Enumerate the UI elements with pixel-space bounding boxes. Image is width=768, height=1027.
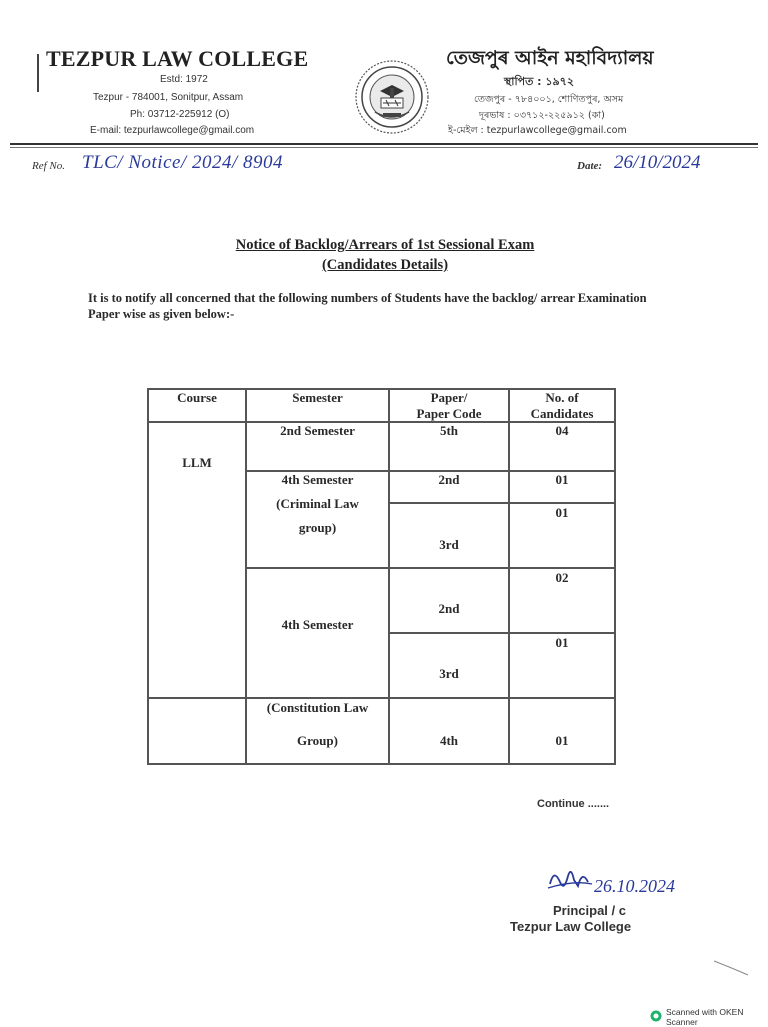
header-course: Course [177, 390, 217, 405]
row1-semester: 2nd Semester [280, 423, 355, 438]
principal-signature [544, 862, 684, 902]
notice-subtitle: (Candidates Details) [321, 257, 449, 273]
signatory-org: Tezpur Law College [510, 919, 632, 934]
row6-paper: 4th [439, 733, 459, 748]
row6-candidates: 01 [555, 733, 569, 748]
table-border-left [147, 388, 149, 765]
scanner-text: Scanned with OKEN Scanner [666, 1007, 744, 1027]
oken-scanner-icon [650, 1010, 662, 1024]
row6-semester-line2: Group) [297, 733, 338, 748]
signature-date: 26.10.2024 [594, 876, 675, 896]
college-email-english: E-mail: tezpurlawcollege@gmail.com [90, 125, 255, 136]
header-paper-line1: Paper/ [430, 390, 468, 405]
ref-number: TLC/ Notice/ 2024/ 8904 [82, 152, 283, 173]
college-name-english: TEZPUR LAW COLLEGE [46, 46, 309, 71]
course-llm: LLM [182, 455, 212, 470]
notice-intro: It is to notify all concerned that the following numbers of Students have the backlog/ arrear Examination Paper wise as given below:- [88, 291, 647, 321]
row3-candidates: 01 [555, 505, 569, 520]
page-scribble [712, 958, 752, 978]
notice-date: 26/10/2024 [614, 152, 701, 173]
table-border-bottom [147, 763, 616, 765]
college-address-english: Tezpur - 784001, Sonitpur, Assam [93, 92, 244, 103]
row1-candidates: 04 [555, 423, 569, 438]
table-col-line [388, 388, 390, 765]
row5-candidates: 01 [555, 635, 569, 650]
date-label: Date: [577, 160, 603, 172]
row2-semester-line3: group) [298, 520, 337, 535]
college-address-assamese: তেজপুৰ - ৭৮৪০০১, শোণিতপুৰ, অসম [474, 94, 624, 105]
row4-semester: 4th Semester [281, 617, 354, 632]
college-phone-assamese: দূৰভাষ : ০৩৭১২-২২৫৯১২ (কা) [479, 110, 605, 121]
row2-paper: 2nd [438, 472, 460, 487]
header-candidates-line2: Candidates [530, 406, 594, 421]
row4-candidates: 02 [555, 570, 569, 585]
header-candidates-line1: No. of [545, 390, 579, 405]
college-estd-assamese: স্থাপিত : ১৯৭২ [504, 75, 574, 88]
table-row-line [147, 697, 616, 699]
table-row-line [245, 567, 616, 569]
row2-candidates: 01 [555, 472, 569, 487]
scanner-watermark [650, 1007, 768, 1027]
row5-paper: 3rd [439, 666, 459, 681]
college-name-assamese: তেজপুৰ আইন মহাবিদ্যালয় [446, 47, 654, 69]
table-row-line [388, 632, 616, 634]
row3-paper: 3rd [439, 537, 459, 552]
row2-semester-line2: (Criminal Law [276, 496, 359, 511]
college-email-assamese: ই-মেইল : tezpurlawcollege@gmail.com [448, 125, 627, 136]
row6-semester-line1: (Constitution Law [266, 700, 369, 715]
row1-paper: 5th [439, 423, 459, 438]
row2-semester-line1: 4th Semester [281, 472, 354, 487]
notice-title: Notice of Backlog/Arrears of 1st Sessional Exam [235, 237, 535, 253]
row4-paper: 2nd [438, 601, 460, 616]
header-semester: Semester [292, 390, 343, 405]
signatory-role: Principal / c [553, 903, 626, 918]
continue-note: Continue ....... [537, 798, 610, 810]
table-row-line [388, 502, 616, 504]
header-paper-line2: Paper Code [416, 406, 482, 421]
table-border-right [614, 388, 616, 765]
college-estd-english: Estd: 1972 [160, 74, 208, 85]
ref-label: Ref No. [32, 160, 65, 172]
college-phone-english: Ph: 03712-225912 (O) [130, 109, 230, 120]
